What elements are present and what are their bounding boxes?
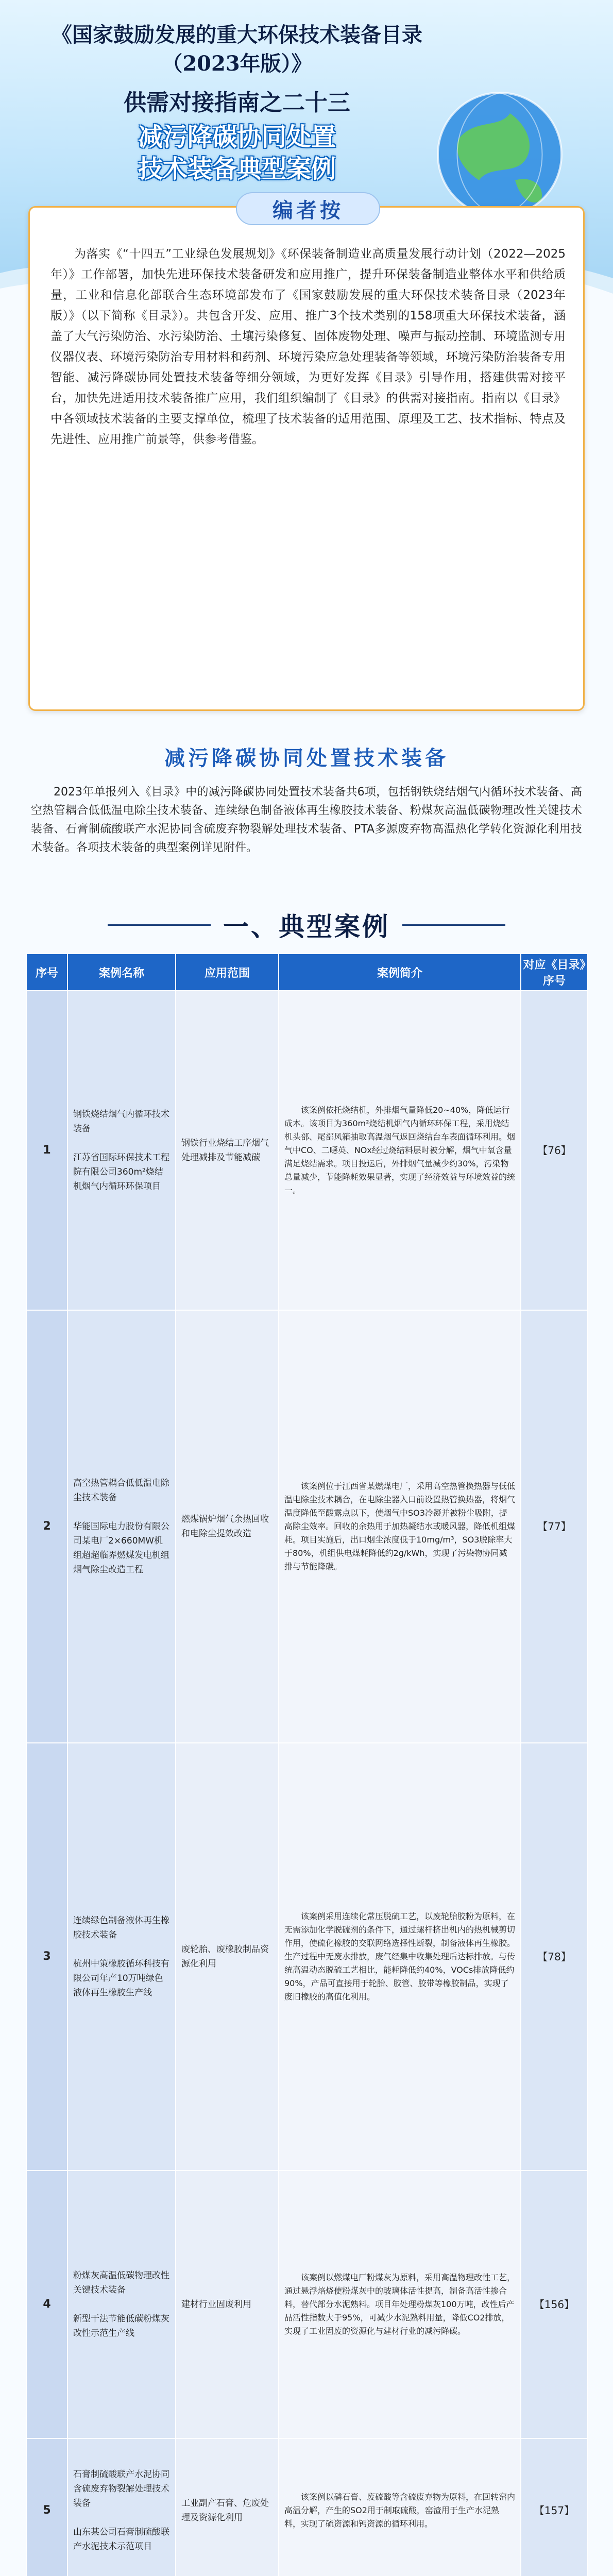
header-field: 应用范围 — [176, 954, 279, 991]
cell-name: 石膏制硫酸联产水泥协同含硫废弃物裂解处理技术装备 山东某公司石膏制硫酸联产水泥技术示范项目 — [67, 2438, 176, 2576]
table-row — [26, 991, 588, 1310]
intro-body: 2023年单报列入《目录》中的减污降碳协同处置技术装备共6项，包括钢铁烧结烟气内循环技术装备、高空热管耦合低低温电除尘技术装备、连续绿色制备液体再生橡胶技术装备、粉煤灰高温低碳物理改性关键技术装备、石膏制硫酸联产水泥协同含硫废弃物裂解处理技术装备、PTA多源废弃物高温热化学转化资源化利用技术装备。各项技术装备的典型案例详见附件。 — [31, 786, 582, 854]
section-1-number: 一、 — [223, 912, 279, 942]
cell-no: 3 — [26, 1743, 67, 2171]
cell-field: 建材行业固废利用 — [176, 2171, 279, 2438]
header-page: 对应《目录》序号 — [521, 954, 588, 991]
case-title-line-2: 技术装备典型案例 — [138, 155, 336, 183]
header-subtitle: 供需对接指南之二十三 — [124, 90, 350, 116]
cell-name: 粉煤灰高温低碳物理改性关键技术装备 新型干法节能低碳粉煤灰改性示范生产线 — [67, 2171, 176, 2438]
cell-field: 工业副产石膏、危废处理及资源化利用 — [176, 2438, 279, 2576]
cell-intro: 该案例位于江西省某燃煤电厂，采用高空热管换热器与低低温电除尘技术耦合，在电除尘器入口前设置热管换热器，将烟气温度降低至酸露点以下，使烟气中SO3冷凝并被粉尘吸附，提高除尘效率。回收的余热用于加热凝结水或暖风器，降低机组煤耗。项目实施后，出口烟尘浓度低于10mg/m³，SO3脱除率大于80%，机组供电煤耗降低约2g/kWh，实现了污染物协同减排与节能降碳。 — [279, 1310, 521, 1743]
case-title-line-1: 减污降碳协同处置 — [138, 123, 336, 151]
cell-field: 钢铁行业烧结工序烟气处理减排及节能减碳 — [176, 991, 279, 1310]
cell-page: 【76】 — [521, 991, 588, 1310]
table-header-row — [26, 954, 588, 991]
cell-intro: 该案例以燃煤电厂粉煤灰为原料，采用高温物理改性工艺，通过悬浮焙烧使粉煤灰中的玻璃体活性提高，制备高活性掺合料，替代部分水泥熟料。项目年处理粉煤灰100万吨，改性后产品活性指数大于95%，可减少水泥熟料用量，降低CO2排放，实现了工业固废的资源化与建材行业的减污降碳。 — [279, 2171, 521, 2438]
cell-intro: 该案例以磷石膏、废硫酸等含硫废弃物为原料，在回转窑内高温分解，产生的SO2用于制取硫酸，窑渣用于生产水泥熟料，实现了硫资源和钙资源的循环利用。 — [279, 2438, 521, 2576]
heading-line-left — [108, 924, 211, 926]
table-row — [26, 2438, 588, 2576]
section-1-title — [223, 906, 390, 943]
cell-field: 废轮胎、废橡胶制品资源化利用 — [176, 1743, 279, 2171]
editor-note-tag: 编者按 — [236, 192, 380, 225]
cell-no: 2 — [26, 1310, 67, 1743]
cell-no: 5 — [26, 2438, 67, 2576]
cell-page: 【78】 — [521, 1743, 588, 2171]
heading-line-right — [402, 924, 505, 926]
header-no: 序号 — [26, 954, 67, 991]
cell-intro: 该案例依托烧结机，外排烟气量降低20~40%，降低运行成本。该项目为360m²烧结机烟气内循环环保工程，采用烧结机头部、尾部风箱抽取高温烟气返回烧结台车表面循环利用。烟气中CO、二噁英、NOx经过烧结料层时被分解，烟气中氧含量满足烧结需求。项目投运后，外排烟气量减少约30%，污染物总量减少，节能降耗效果显著，实现了经济效益与环境效益的统一。 — [279, 991, 521, 1310]
header-name: 案例名称 — [67, 954, 176, 991]
cell-no: 4 — [26, 2171, 67, 2438]
editor-note-box — [28, 198, 585, 711]
table-row — [26, 2171, 588, 2438]
cell-no: 1 — [26, 991, 67, 1310]
cell-name: 钢铁烧结烟气内循环技术装备 江苏省国际环保技术工程院有限公司360m²烧结机烟气内循环环保项目 — [67, 991, 176, 1310]
table-row — [26, 1743, 588, 2171]
cell-intro: 该案例采用连续化常压脱硫工艺，以废轮胎胶粉为原料，在无需添加化学脱硫剂的条件下，通过螺杆挤出机内的热机械剪切作用，使硫化橡胶的交联网络选择性断裂，制备液体再生橡胶。生产过程中无废水排放，废气经集中收集处理后达标排放。与传统高温动态脱硫工艺相比，能耗降低约40%，VOCs排放降低约90%，产品可直接用于轮胎、胶管、胶带等橡胶制品，实现了废旧橡胶的高值化利用。 — [279, 1743, 521, 2171]
case-table — [26, 953, 587, 2576]
case-table-grid — [26, 953, 588, 2576]
intro-title: 减污降碳协同处置技术装备 — [164, 746, 449, 770]
header-title: 《国家鼓励发展的重大环保技术装备目录（2023年版）》 — [52, 23, 422, 76]
section-1-label: 典型案例 — [279, 912, 390, 942]
header-intro: 案例简介 — [279, 954, 521, 991]
cell-name: 连续绿色制备液体再生橡胶技术装备 杭州中策橡胶循环科技有限公司年产10万吨绿色液体再生橡胶生产线 — [67, 1743, 176, 2171]
cell-page: 【77】 — [521, 1310, 588, 1743]
section-1-heading — [0, 907, 613, 943]
cell-field: 燃煤锅炉烟气余热回收和电除尘提效改造 — [176, 1310, 279, 1743]
editor-note-body: 为落实《“十四五”工业绿色发展规划》《环保装备制造业高质量发展行动计划（2022—2025年）》工作部署，加快先进环保技术装备研发和应用推广，提升环保装备制造业整体水平和供给质量，工业和信息化部联合生态环境部发布了《国家鼓励发展的重大环保技术装备目录（2023年版）》（以下简称《目录》）。共包含开发、应用、推广3个技术类别的158项重大环保技术装备，涵盖了大气污染防治、水污染防治、土壤污染修复、固体废物处理、噪声与振动控制、环境监测专用仪器仪表、环境污染防治专用材料和药剂、环境污染应急处理装备等领域，环境污染防治装备专用智能、减污降碳协同处置技术装备等细分领域，为更好发挥《目录》引导作用，搭建供需对接平台，加快先进适用技术装备推广应用，我们组织编制了《目录》的供需对接指南。指南以《目录》中各领域技术装备的主要支撑单位，梳理了技术装备的适用范围、原理及工艺、技术指标、特点及先进性、应用推广前景等，供参考借鉴。 — [50, 247, 566, 446]
table-body — [26, 991, 588, 2576]
table-row — [26, 1310, 588, 1743]
cell-page: 【157】 — [521, 2438, 588, 2576]
cell-name: 高空热管耦合低低温电除尘技术装备 华能国际电力股份有限公司某电厂2×660MW机组超超临界燃煤发电机组烟气除尘改造工程 — [67, 1310, 176, 1743]
cell-page: 【156】 — [521, 2171, 588, 2438]
header-case-title — [31, 121, 443, 185]
